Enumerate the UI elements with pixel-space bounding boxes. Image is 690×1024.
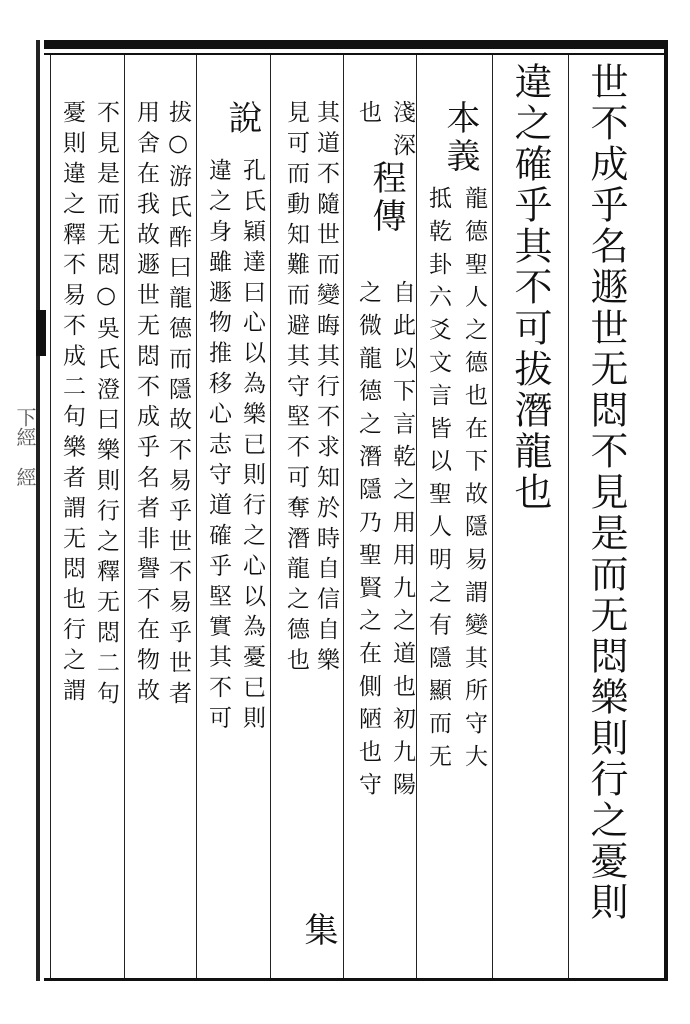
chengzhuan-heading: 程傳 xyxy=(366,160,406,236)
jishuo-column-f: 憂則違之釋不易不成二句樂者謂无悶也行之謂 xyxy=(59,100,85,708)
column-rule xyxy=(343,55,344,978)
column-rule xyxy=(196,55,197,978)
benyi-column-a: 龍德聖人之德也在下故隱易謂變其所守大 xyxy=(461,186,487,777)
chengzhuan-column-c: 其道不隨世而變晦其行不求知於時自信自樂 xyxy=(313,100,339,678)
column-rule xyxy=(124,55,125,978)
column-rule xyxy=(568,55,569,978)
column-rule xyxy=(492,55,493,978)
chengzhuan-column-a: 自此以下言乾之用用九之道也初九陽 xyxy=(389,280,415,805)
jishuo-column-b: 違之身雖遯物推移心志守道確乎堅實其不可 xyxy=(205,158,231,736)
benyi-heading: 本義 xyxy=(440,100,480,176)
spine-mark xyxy=(36,310,46,356)
bottom-border xyxy=(40,978,668,981)
jishuo-heading: 說 xyxy=(222,100,262,138)
main-text-column-1: 世不成乎名遯世无悶不見是而无悶樂則行之憂則 xyxy=(584,62,628,923)
column-rule xyxy=(50,55,51,978)
benyi-column-c: 淺深 xyxy=(389,100,415,166)
jishuo-column-c: 拔○游氏酢曰龍德而隱故不易乎世不易乎世者 xyxy=(165,100,191,711)
chengzhuan-column-d: 見可而動知難而避其守堅不可奪潛龍之德也 xyxy=(283,100,309,678)
jishuo-heading-top: 集 xyxy=(298,912,338,950)
jishuo-column-e: 不見是而无悶○吳氏澄曰樂則行之釋无悶二句 xyxy=(93,100,119,711)
benyi-column-b: 抵乾卦六爻文言皆以聖人明之有隱顯而无 xyxy=(425,186,451,777)
right-border xyxy=(664,40,668,981)
top-border xyxy=(40,40,668,49)
column-rule xyxy=(270,55,271,978)
jishuo-column-a: 孔氏穎達曰心以為樂已則行之心以為憂已則 xyxy=(239,158,265,736)
main-text-column-2: 違之確乎其不可拔潛龍也 xyxy=(508,62,552,513)
spine-fragment-text: 下經 經 xyxy=(13,407,37,487)
chengzhuan-column-b: 之微龍德之潛隱乃聖賢之在側陋也守 xyxy=(355,280,381,805)
top-inner-border xyxy=(40,53,668,55)
chengzhuan-lead: 也 xyxy=(355,100,381,133)
jishuo-column-d: 用舍在我故遯世无悶不成乎名者非譽不在物故 xyxy=(133,100,159,708)
